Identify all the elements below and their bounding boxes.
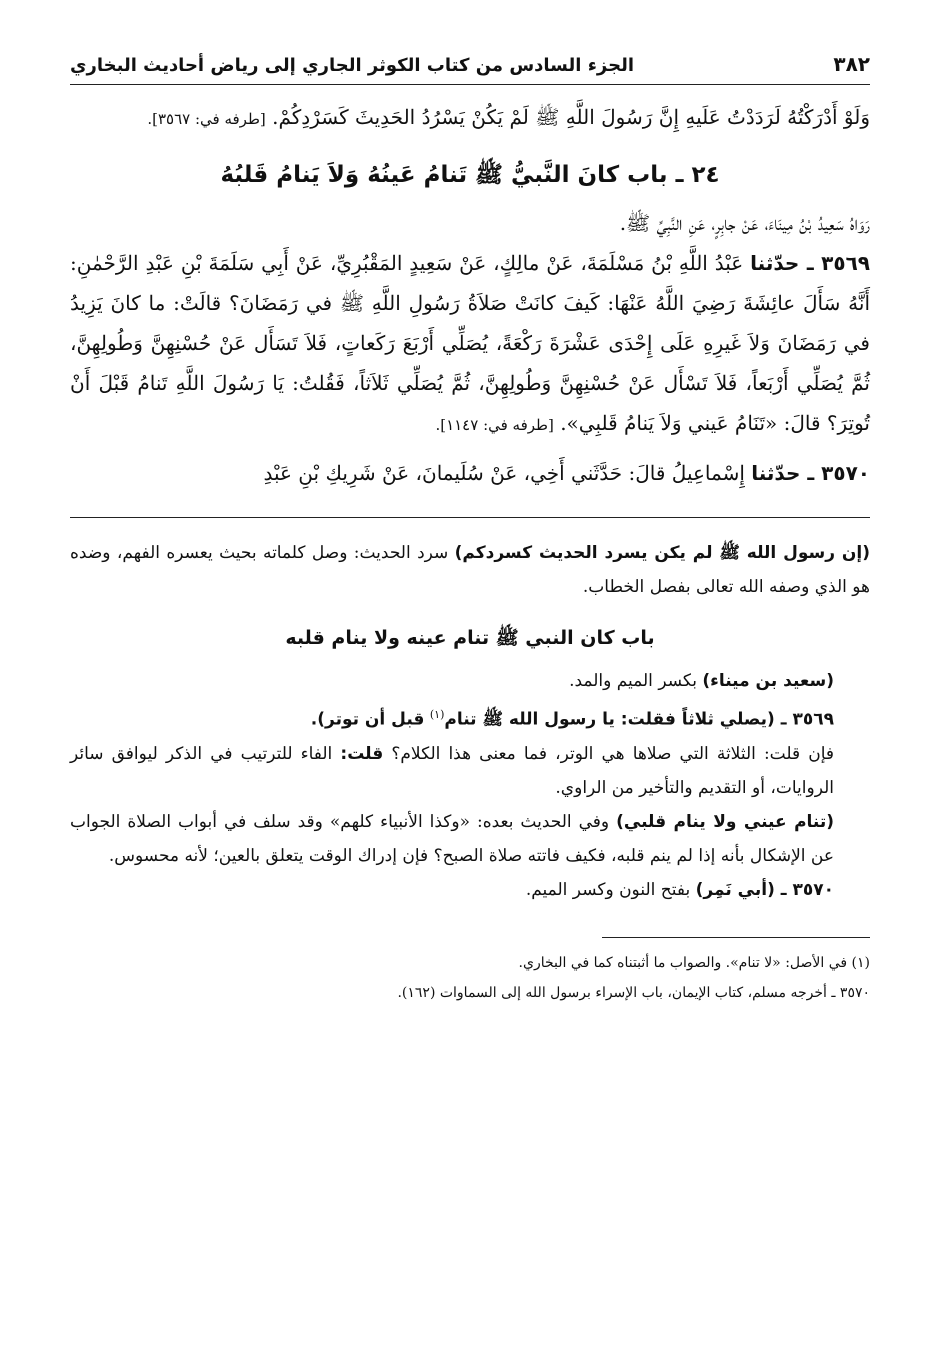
hadith-3569-number: ٣٥٦٩ ـ حدّثنا: [750, 251, 870, 275]
running-header: [70, 52, 870, 85]
hadith-3570-text: إِسْماعِيلُ قالَ: حَدَّثَني أَخِي، عَنْ سُلَيمانَ، عَنْ شَرِيكِ بْنِ عَبْدِ: [263, 461, 745, 485]
commentary-heading: باب كان النبي ﷺ تنام عينه ولا ينام قلبه: [285, 627, 655, 649]
book-title: الجزء السادس من كتاب الكوثر الجاري إلى رياض أحاديث البخاري: [70, 55, 634, 76]
commentary-text: فإن قلت: الثلاثة التي صلاها هي الوتر، فما معنى هذا الكلام؟: [391, 743, 835, 764]
chapter-narration: رَوَاهُ سَعِيدُ بْنُ مِينَاءَ، عَنْ جابِرٍ، عَنِ النَّبِيِّ ﷺ.: [619, 211, 870, 235]
commentary-item: [70, 664, 870, 698]
commentary-quote: ٣٥٧٠ ـ (أبي نَمِر): [695, 879, 834, 900]
commentary-quote: ٣٥٦٩ ـ (يصلي ثلاثاً فقلت: يا رسول الله ﷺ تنام: [444, 709, 834, 730]
commentary-item: [70, 536, 870, 604]
chapter-heading: ٢٤ ـ باب كانَ النَّبيُّ ﷺ تَنامُ عَينُهُ وَلاَ يَنامُ قَلبُهُ: [220, 162, 720, 188]
intro-paragraph: [70, 97, 870, 139]
page-number: ٣٨٢: [833, 52, 870, 76]
hadith-3570: [70, 453, 870, 493]
hadith-3569: [70, 243, 870, 445]
commentary: [70, 536, 870, 907]
hadith-3569-text: عَبْدُ اللَّهِ بْنُ مَسْلَمَةَ، عَنْ مالِكٍ، عَنْ سَعِيدٍ المَقْبُرِيِّ، عَنْ أَبِي سَلَمَةَ بْنِ عَبْدِ الرَّحْمٰنِ: أَنَّهُ سَأَلَ عائِشَةَ رَضِيَ اللَّهُ عَنْهَا: كَيفَ كانَتْ صَلاَةُ رَسُولِ اللَّهِ ﷺ في رَمَضَانَ؟ قالَتْ: ما كانَ يَزِيدُ في رَمَضَانَ وَلاَ غَيرِهِ عَلَى إِحْدَى عَشْرَةَ رَكْعَةً، يُصَلِّي أَرْبَعَ رَكَعاتٍ، فَلاَ تَسَأَل عَنْ حُسْنِهِنَّ وَطُولِهِنَّ، ثُمَّ يُصَلِّي أَرْبَعاً، فَلاَ تَسْأَل عَنْ حُسْنِهِنَّ وَطُولِهِنَّ، ثُمَّ يُصَلِّي ثَلاَثاً، فَقُلتُ: يَا رَسُولَ اللَّهِ تَنامُ قَبْلَ أَنْ تُوتِرَ؟ قالَ: «تَنَامُ عَيني وَلاَ يَنامُ قَلبِي».: [70, 251, 870, 435]
commentary-text: سرد الحديث: وصل كلماته بحيث يعسره الفهم، وضده هو الذي وصفه الله تعالى بفصل الخطاب.: [70, 543, 870, 597]
commentary-quote: (سعيد بن ميناء): [702, 671, 834, 691]
commentary-quote: قبل أن توتر).: [310, 709, 425, 730]
footnote: (١) في الأصل: «لا تنام». والصواب ما أثبتناه كما في البخاري.: [518, 954, 870, 971]
hadith-3569-reference: [طرفه في: ١١٤٧].: [435, 416, 554, 434]
intro-text: وَلَوْ أَدْرَكْتُهُ لَرَدَدْتُ عَلَيهِ إِنَّ رَسُولَ اللَّهِ ﷺ لَمْ يَكُنْ يَسْرُدُ الحَدِيثَ كَسَرْدِكُمْ.: [272, 105, 870, 129]
commentary-text: الفاء للترتيب في الذكر ليوافق سائر الروايات، أو التقديم والتأخير من الراوي.: [70, 743, 834, 798]
commentary-item: [70, 698, 870, 737]
hadith-text: [70, 97, 870, 493]
footnote-divider: [602, 937, 870, 938]
commentary-item: [70, 805, 870, 873]
commentary-divider: [70, 517, 870, 518]
commentary-item: [70, 737, 870, 805]
commentary-item: [70, 873, 870, 907]
footnote: ٣٥٧٠ ـ أخرجه مسلم، كتاب الإيمان، باب الإسراء برسول الله إلى السماوات (١٦٢).: [397, 984, 870, 1001]
commentary-text: بفتح النون وكسر الميم.: [525, 879, 691, 900]
commentary-quote: (إن رسول الله ﷺ لم يكن يسرد الحديث كسردكم): [454, 543, 871, 563]
commentary-text: بكسر الميم والمد.: [569, 671, 697, 691]
intro-reference: [طرفه في: ٣٥٦٧].: [147, 110, 266, 128]
book-page: [70, 52, 870, 1008]
commentary-text: وفي الحديث بعده: «وكذا الأنبياء كلهم» وقد سلف في أبواب الصلاة الجواب عن الإشكال بأنه إذا لم ينم قلبه، فكيف فاتته صلاة الصبح؟ فإن إدراك الوقت يتعلق بالعين؛ لأنه محسوس.: [70, 811, 834, 866]
hadith-3570-number: ٣٥٧٠ ـ حدّثنا: [751, 461, 870, 485]
footnote-marker: (١): [429, 708, 445, 721]
commentary-quote: (تنام عيني ولا ينام قلبي): [616, 811, 835, 832]
commentary-answer-label: قلت:: [340, 743, 384, 764]
